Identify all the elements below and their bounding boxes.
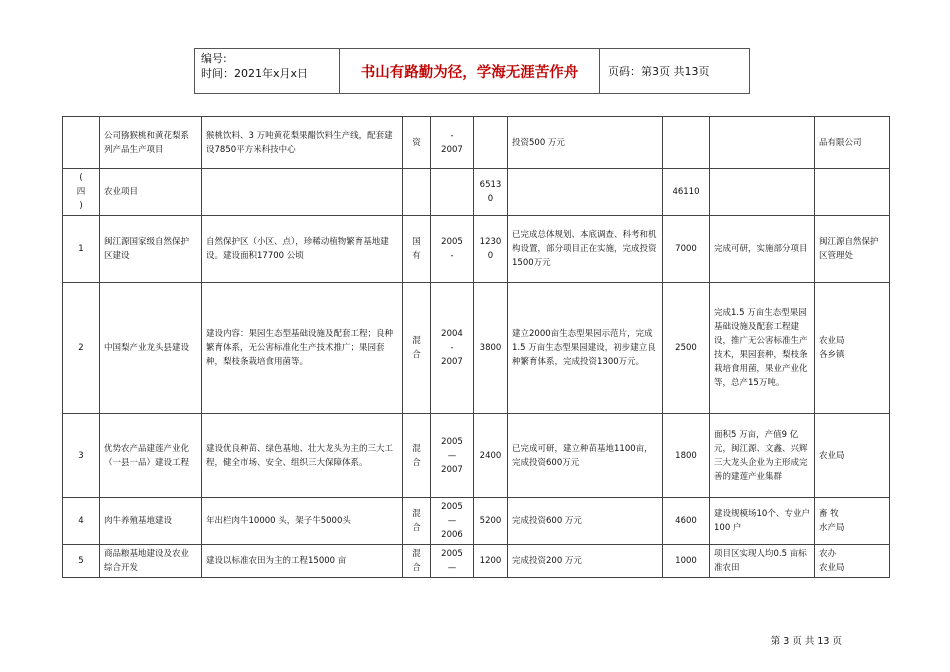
page-footer: 第 3 页 共 13 页 bbox=[770, 636, 842, 647]
row-number-cell: 5 bbox=[63, 545, 100, 578]
responsible-unit-cell: 闽江源自然保护区管理处 bbox=[815, 216, 890, 283]
annual-goal-cell: 建设规模场10个、专业户100 户 bbox=[710, 498, 815, 545]
project-name-cell: 中国梨产业龙头县建设 bbox=[100, 283, 202, 414]
annual-plan-cell: 1800 bbox=[663, 414, 710, 498]
project-content-cell: 建设以标准农田为主的工程15000 亩 bbox=[202, 545, 403, 578]
annual-goal-cell: 完成可研，实施部分项目 bbox=[710, 216, 815, 283]
row-number-cell: 4 bbox=[63, 498, 100, 545]
total-investment-cell: 5200 bbox=[474, 498, 508, 545]
project-nature-cell: 混 合 bbox=[403, 545, 431, 578]
project-period-cell bbox=[431, 169, 474, 216]
responsible-unit-cell: 农业局 bbox=[815, 414, 890, 498]
table-row bbox=[63, 169, 890, 216]
project-period-cell: 2005 — 2007 bbox=[431, 414, 474, 498]
annual-goal-cell bbox=[710, 117, 815, 169]
project-nature-cell bbox=[403, 169, 431, 216]
project-name-cell: 公司猕猴桃和黄花梨系列产品生产项目 bbox=[100, 117, 202, 169]
page-header bbox=[194, 48, 750, 94]
total-investment-cell: 6513 0 bbox=[474, 169, 508, 216]
total-investment-cell: 2400 bbox=[474, 414, 508, 498]
table-row bbox=[63, 117, 890, 169]
project-nature-cell: 混 合 bbox=[403, 498, 431, 545]
responsible-unit-cell: 农业局 各乡镇 bbox=[815, 283, 890, 414]
annual-plan-cell: 7000 bbox=[663, 216, 710, 283]
total-investment-cell bbox=[474, 117, 508, 169]
progress-cell: 建立2000亩生态型果园示范片，完成1.5 万亩生态型果园建设，初步建立良种繁育体系，完成投资1300万元。 bbox=[508, 283, 663, 414]
row-number-cell bbox=[63, 117, 100, 169]
project-period-cell: - 2007 bbox=[431, 117, 474, 169]
table-row bbox=[63, 498, 890, 545]
project-table bbox=[62, 116, 890, 578]
total-investment-cell: 1200 bbox=[474, 545, 508, 578]
project-nature-cell: 混 合 bbox=[403, 414, 431, 498]
project-period-cell: 2005 - bbox=[431, 216, 474, 283]
header-meta bbox=[195, 49, 340, 93]
project-content-cell: 猴桃饮料、3 万吨黄花梨果醋饮料生产线，配套建设7850平方米科技中心 bbox=[202, 117, 403, 169]
project-content-cell bbox=[202, 169, 403, 216]
doc-time-label: 时间：2021年x月x日 bbox=[201, 67, 309, 80]
project-name-cell: 肉牛养殖基地建设 bbox=[100, 498, 202, 545]
project-content-cell: 建设内容：果园生态型基础设施及配套工程；良种繁育体系，无公害标准化生产技术推广；果园套种，梨枝条栽培食用菌等。 bbox=[202, 283, 403, 414]
progress-cell: 投资500 万元 bbox=[508, 117, 663, 169]
progress-cell: 已完成可研，建立种苗基地1100亩，完成投资600万元 bbox=[508, 414, 663, 498]
project-content-cell: 自然保护区（小区、点），珍稀动植物繁育基地建设。建设面积17700 公顷 bbox=[202, 216, 403, 283]
project-period-cell: 2005 — bbox=[431, 545, 474, 578]
project-content-cell: 年出栏肉牛10000 头，架子牛5000头 bbox=[202, 498, 403, 545]
annual-goal-cell: 面积5 万亩，产值9 亿元，闽江源、文鑫、兴辉三大龙头企业为主形成完善的建莲产业集群 bbox=[710, 414, 815, 498]
project-name-cell: 优势农产品建莲产业化（一县一品）建设工程 bbox=[100, 414, 202, 498]
total-investment-cell: 3800 bbox=[474, 283, 508, 414]
project-nature-cell: 混 合 bbox=[403, 283, 431, 414]
row-number-cell: 1 bbox=[63, 216, 100, 283]
responsible-unit-cell bbox=[815, 169, 890, 216]
annual-plan-cell: 46110 bbox=[663, 169, 710, 216]
responsible-unit-cell: 畜 牧 水产局 bbox=[815, 498, 890, 545]
progress-cell: 完成投资200 万元 bbox=[508, 545, 663, 578]
project-name-cell: 农业项目 bbox=[100, 169, 202, 216]
row-number-cell: 3 bbox=[63, 414, 100, 498]
annual-plan-cell bbox=[663, 117, 710, 169]
doc-number-label: 编号: bbox=[201, 52, 227, 65]
annual-goal-cell: 完成1.5 万亩生态型果园基础设施及配套工程建设，推广无公害标准生产技术，果园套种，梨枝条栽培食用菌，果业产业化等，总产15万吨。 bbox=[710, 283, 815, 414]
annual-plan-cell: 2500 bbox=[663, 283, 710, 414]
header-page-number: 页码：第3页 共13页 bbox=[608, 65, 710, 78]
progress-cell: 已完成总体规划、本底调查、科考和机构设置，部分项目正在实施，完成投资1500万元 bbox=[508, 216, 663, 283]
total-investment-cell: 1230 0 bbox=[474, 216, 508, 283]
annual-plan-cell: 1000 bbox=[663, 545, 710, 578]
progress-cell bbox=[508, 169, 663, 216]
project-nature-cell: 国 有 bbox=[403, 216, 431, 283]
table-row bbox=[63, 216, 890, 283]
annual-plan-cell: 4600 bbox=[663, 498, 710, 545]
responsible-unit-cell: 农办 农业局 bbox=[815, 545, 890, 578]
header-motto: 书山有路勤为径，学海无涯苦作舟 bbox=[340, 49, 600, 93]
row-number-cell: ( 四 ) bbox=[63, 169, 100, 216]
row-number-cell: 2 bbox=[63, 283, 100, 414]
project-name-cell: 商品粮基地建设及农业综合开发 bbox=[100, 545, 202, 578]
project-period-cell: 2005 — 2006 bbox=[431, 498, 474, 545]
table-row bbox=[63, 414, 890, 498]
table-row bbox=[63, 283, 890, 414]
project-nature-cell: 资 bbox=[403, 117, 431, 169]
project-period-cell: 2004 - 2007 bbox=[431, 283, 474, 414]
annual-goal-cell: 项目区实现人均0.5 亩标准农田 bbox=[710, 545, 815, 578]
progress-cell: 完成投资600 万元 bbox=[508, 498, 663, 545]
responsible-unit-cell: 品有限公司 bbox=[815, 117, 890, 169]
project-name-cell: 闽江源国家级自然保护区建设 bbox=[100, 216, 202, 283]
annual-goal-cell bbox=[710, 169, 815, 216]
table-row bbox=[63, 545, 890, 578]
project-content-cell: 建设优良种苗、绿色基地、壮大龙头为主的三大工程，健全市场、安全、组织三大保障体系。 bbox=[202, 414, 403, 498]
